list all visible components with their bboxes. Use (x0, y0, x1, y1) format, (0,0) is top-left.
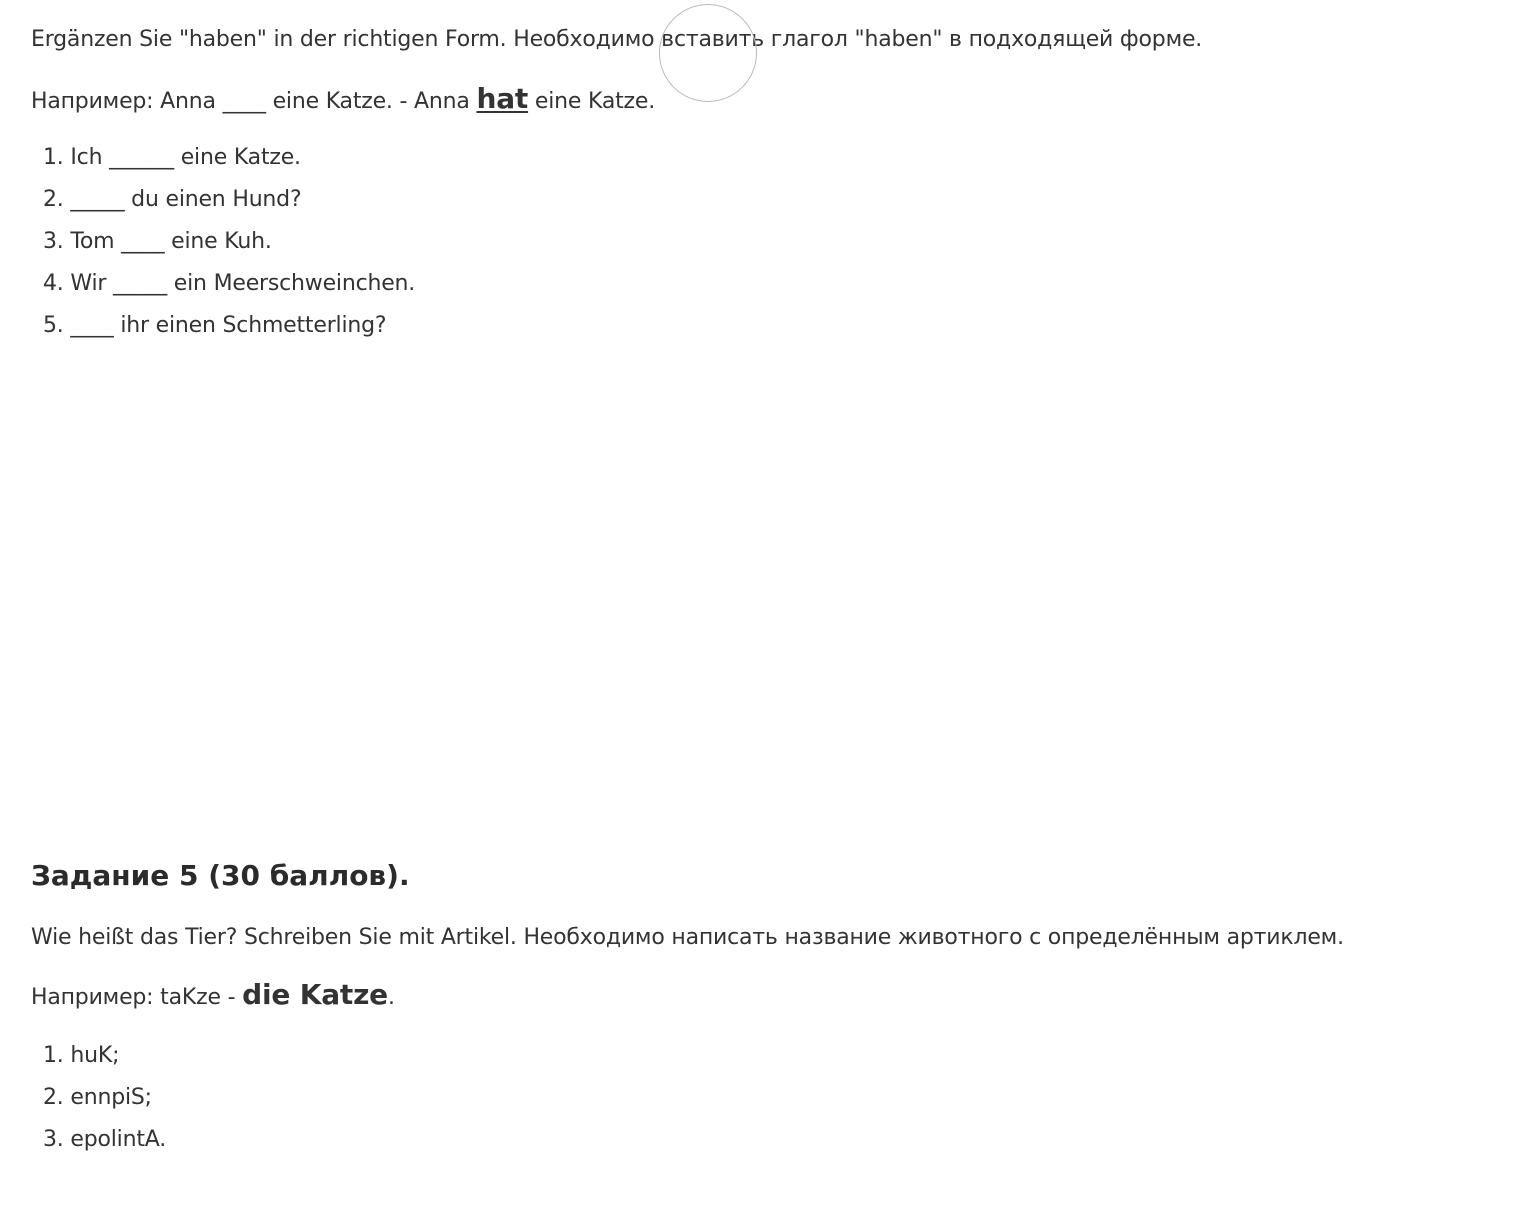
item-text: Tom ____ eine Kuh. (70, 229, 272, 254)
task5-exercise-list (43, 1041, 166, 1167)
item-text: Ich ______ eine Katze. (70, 145, 301, 170)
item-number: 1. (43, 145, 64, 170)
item-number: 3. (43, 1127, 64, 1152)
list-item (43, 227, 415, 269)
item-text: ennpiS; (70, 1085, 152, 1110)
task5-instruction: Wie heißt das Tier? Schreiben Sie mit Artikel. Необходимо написать название животного с определённым артиклем. (31, 925, 1344, 950)
list-item (43, 143, 415, 185)
task5-heading: Задание 5 (30 баллов). (31, 859, 410, 892)
task4-instruction: Ergänzen Sie "haben" in der richtigen Form. Необходимо вставить глагол "haben" в подходящей форме. (31, 27, 1203, 52)
item-text: epolintA. (70, 1127, 167, 1152)
task5-example (31, 980, 395, 1013)
task5-example-prefix: Например: taKze - (31, 985, 243, 1010)
item-text: ____ ihr einen Schmetterling? (70, 313, 387, 338)
item-number: 2. (43, 187, 64, 212)
item-text: _____ du einen Hund? (70, 187, 302, 212)
item-number: 3. (43, 229, 64, 254)
item-text: Wir _____ ein Meerschweinchen. (70, 271, 416, 296)
list-item (43, 311, 415, 353)
task5-example-suffix: . (387, 985, 395, 1010)
item-number: 1. (43, 1043, 64, 1068)
task4-example (31, 84, 655, 117)
item-text: huK; (70, 1043, 120, 1068)
list-item (43, 269, 415, 311)
item-number: 4. (43, 271, 64, 296)
item-number: 2. (43, 1085, 64, 1110)
list-item (43, 1125, 166, 1167)
list-item (43, 1083, 166, 1125)
item-number: 5. (43, 313, 64, 338)
task4-example-answer: hat (476, 82, 529, 115)
task4-example-suffix: eine Katze. (528, 89, 656, 114)
list-item (43, 185, 415, 227)
task5-example-answer: die Katze (242, 978, 388, 1011)
list-item (43, 1041, 166, 1083)
task4-example-prefix: Например: Anna ____ eine Katze. - Anna (31, 89, 477, 114)
task4-exercise-list (43, 143, 415, 353)
